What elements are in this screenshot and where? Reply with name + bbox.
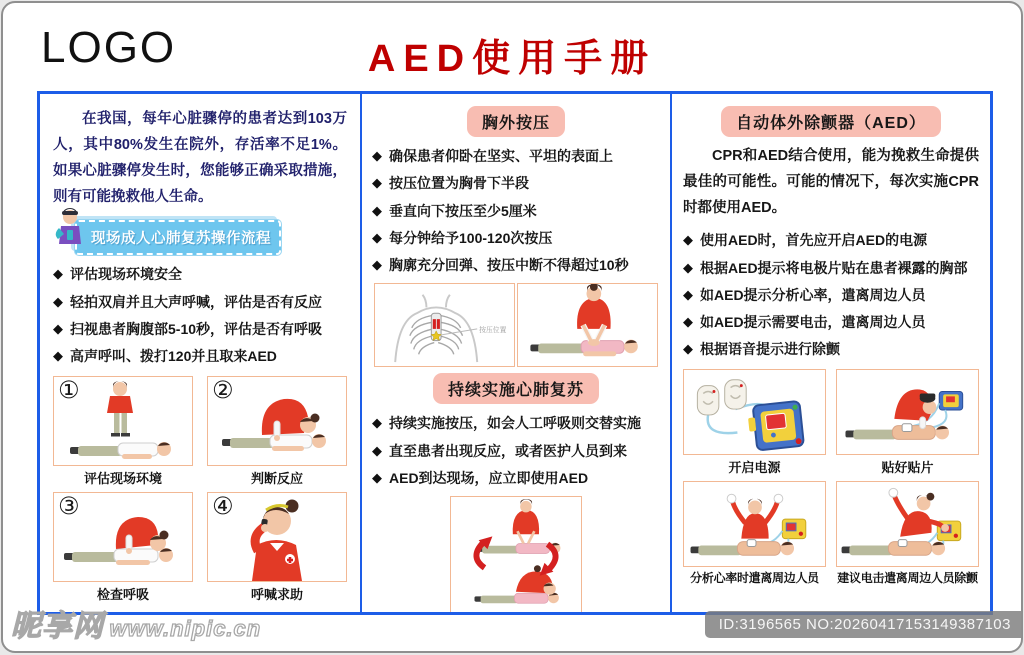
- step-number: ②: [212, 376, 234, 404]
- attach-pads-illustration: [836, 369, 979, 455]
- figure-check-response: [207, 376, 347, 487]
- list-item: ◆ AED到达现场，应立即使用AED: [372, 465, 660, 492]
- stock-id-badge: ID:3196565 NO:20260417153149387103: [705, 611, 1021, 638]
- figure-analyze-clear: [683, 481, 826, 586]
- figure-caption: 贴好贴片: [881, 459, 934, 475]
- intro-paragraph: 在我国，每年心脏骤停的患者达到103万人，其中80%发生在院外，存活率不足1%。如果心脏骤停发生时，您能够正确采取措施，则有可能挽救他人生命。: [53, 111, 347, 206]
- figure-caption: 判断反应: [250, 470, 303, 486]
- figure-caption: 建议电击遣离周边人员除颤: [837, 570, 978, 585]
- scene-call-help-illustration: [207, 492, 347, 582]
- figure-assess: [53, 376, 193, 487]
- scene-assess-illustration: [53, 376, 193, 466]
- cpr-cycle-illustration: [450, 496, 582, 612]
- list-item: ◆ 按压位置为胸骨下半段: [372, 170, 660, 197]
- aed-intro-paragraph: CPR和AED结合使用，能为挽救生命提供最佳的可能性。可能的情况下，每次实施CPR时都使用AED。: [683, 148, 979, 217]
- cpr-step-figures: [53, 376, 347, 608]
- ribcage-diagram-illustration: [374, 283, 515, 367]
- panel-cpr-intro: [40, 94, 362, 612]
- cpr-mascot-icon: [55, 208, 85, 253]
- figure-caption: 评估现场环境: [83, 470, 162, 486]
- panel-aed: [672, 94, 990, 612]
- figure-shock: [836, 481, 979, 586]
- stand-clear-analyze-illustration: [683, 481, 826, 567]
- figure-power-on: [683, 369, 826, 476]
- list-item: ◆ 持续实施按压，如会人工呼吸则交替实施: [372, 410, 660, 437]
- list-item: ◆ 根据AED提示将电极片贴在患者裸露的胸部: [683, 255, 979, 282]
- step-number: ③: [58, 492, 80, 520]
- page-title: AED使用手册: [367, 38, 657, 80]
- figure-caption: 分析心率时遣离周边人员: [690, 570, 819, 585]
- watermark-url: www.nipic.cn: [109, 616, 262, 641]
- list-item: ◆ 如AED提示需要电击，遣离周边人员: [683, 309, 979, 336]
- list-item: ◆ 评估现场环境安全: [53, 261, 347, 288]
- cpr-cycle-figure: [372, 496, 660, 612]
- aed-figures: [683, 369, 979, 591]
- step-number: ④: [212, 492, 234, 520]
- list-item: ◆ 直至患者出现反应，或者医护人员到来: [372, 438, 660, 465]
- shock-button-illustration: [836, 481, 979, 567]
- compression-figures: [374, 283, 658, 367]
- scene-check-breathing-illustration: [53, 492, 193, 582]
- list-item: ◆ 使用AED时，首先应开启AED的电源: [683, 227, 979, 254]
- header: [3, 3, 1021, 89]
- figure-caption: 开启电源: [728, 459, 781, 475]
- cpr-steps-list: [53, 261, 347, 370]
- logo: LOGO: [41, 23, 177, 72]
- compression-illustration: [517, 283, 658, 367]
- list-item: ◆ 轻拍双肩并且大声呼喊，评估是否有反应: [53, 289, 347, 316]
- list-item: ◆ 高声呼叫、拨打120并且取来AED: [53, 343, 347, 370]
- aed-steps-list: [683, 227, 979, 363]
- compression-points-list: [372, 143, 660, 279]
- figure-caption: 检查呼吸: [96, 586, 149, 602]
- figure-check-breathing: [53, 492, 193, 603]
- figure-call-help: [207, 492, 347, 603]
- list-item: ◆ 每分钟给予100-120次按压: [372, 225, 660, 252]
- list-item: ◆ 确保患者仰卧在坚实、平坦的表面上: [372, 143, 660, 170]
- aed-manual-poster: [1, 1, 1023, 653]
- trifold-content: [37, 91, 993, 615]
- cpr-flow-banner: [75, 220, 281, 255]
- section-title-aed: 自动体外除颤器（AED）: [721, 106, 941, 137]
- watermark-site-name: 昵享网: [11, 610, 104, 643]
- step-number: ①: [58, 376, 80, 404]
- list-item: ◆ 根据语音提示进行除颤: [683, 336, 979, 363]
- section-title-chest-compression: 胸外按压: [467, 106, 565, 137]
- rib-label: 按压位置: [479, 327, 507, 335]
- panel-chest-compression: [362, 94, 672, 612]
- continue-cpr-list: [372, 410, 660, 492]
- scene-check-response-illustration: [207, 376, 347, 466]
- list-item: ◆ 扫视患者胸腹部5-10秒，评估是否有呼吸: [53, 316, 347, 343]
- list-item: ◆ 垂直向下按压至少5厘米: [372, 198, 660, 225]
- cpr-flow-banner-label: 现场成人心肺复苏操作流程: [75, 220, 281, 255]
- figure-attach-pads: [836, 369, 979, 476]
- section-title-continue-cpr: 持续实施心肺复苏: [433, 373, 599, 404]
- list-item: ◆ 胸廓充分回弹、按压中断不得超过10秒: [372, 252, 660, 279]
- watermark: [11, 601, 261, 645]
- aed-device-illustration: [683, 369, 826, 455]
- list-item: ◆ 如AED提示分析心率，遣离周边人员: [683, 282, 979, 309]
- figure-caption: 呼喊求助: [250, 586, 303, 602]
